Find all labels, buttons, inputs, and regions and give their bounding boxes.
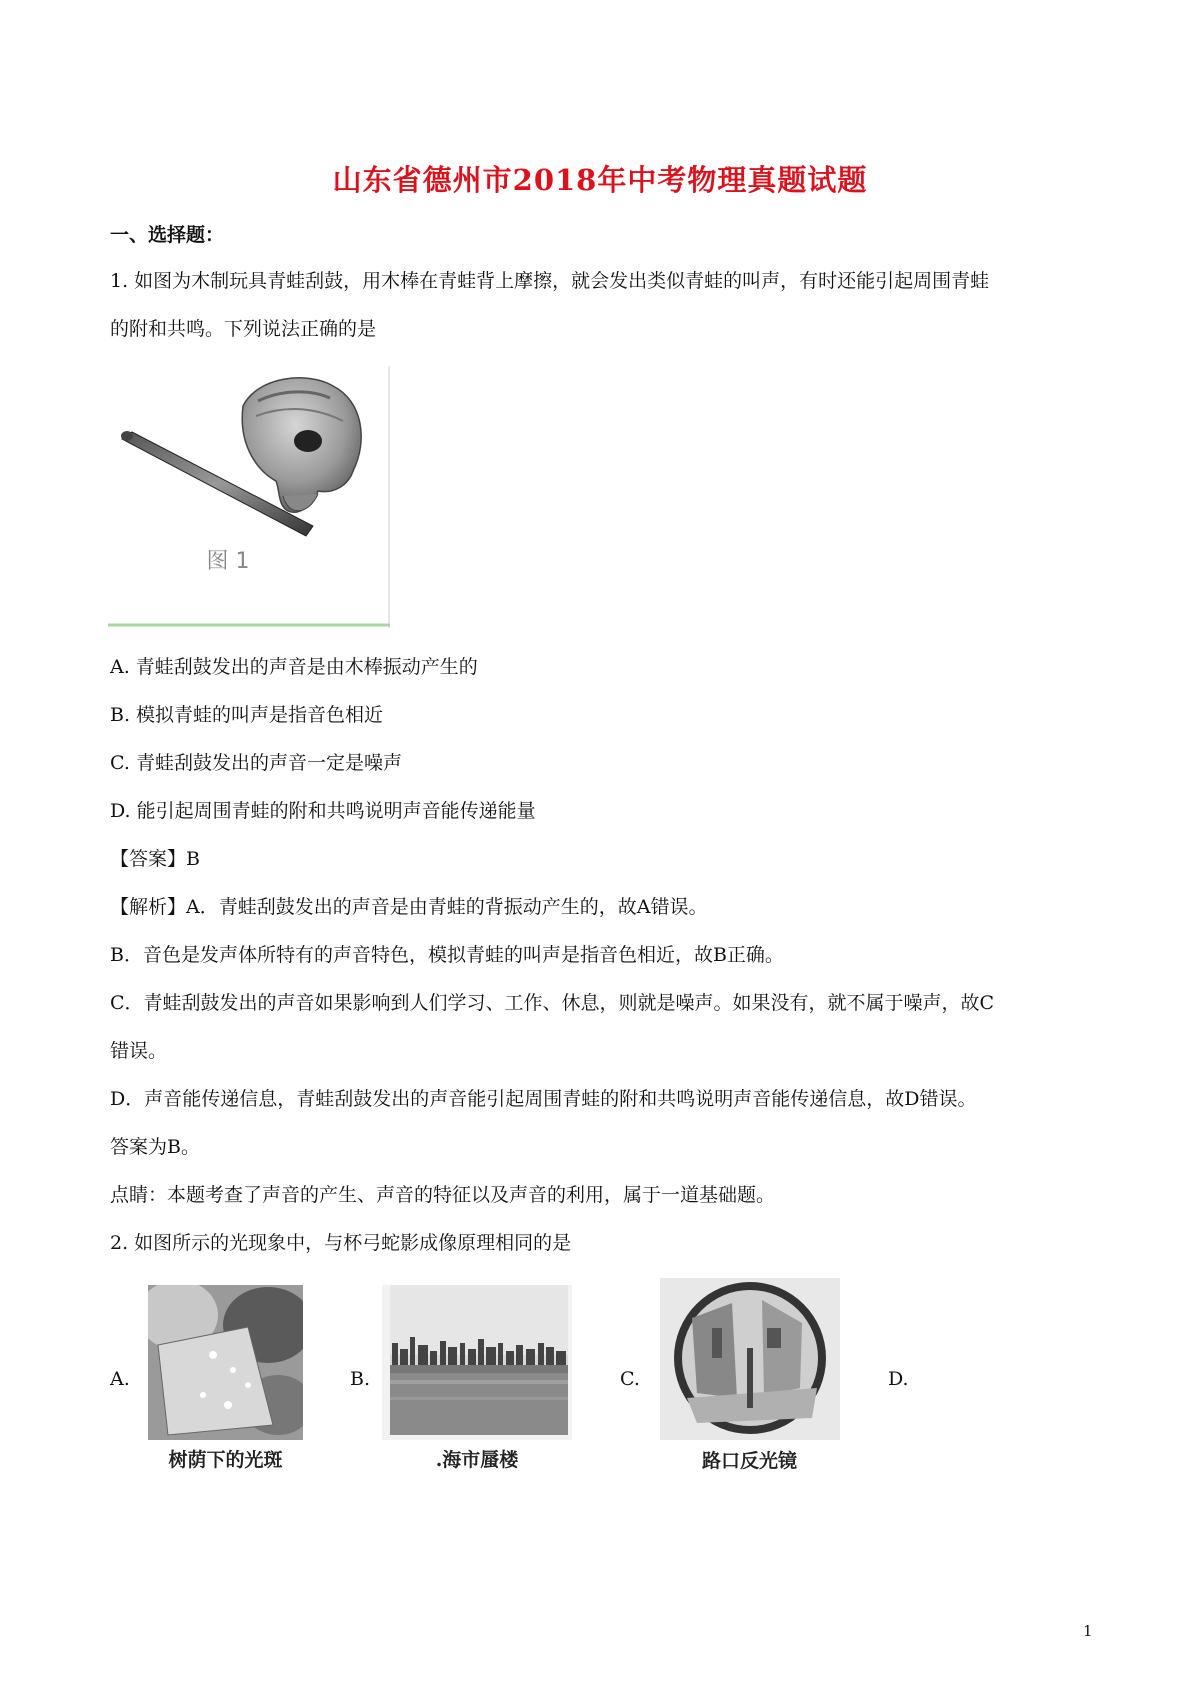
q2-option-c-figure [652, 1278, 847, 1478]
q2-option-c-caption: 路口反光镜 [701, 1450, 797, 1472]
q2-option-a-caption: 树荫下的光斑 [168, 1449, 283, 1471]
q1-analysis-line5: D．声音能传递信息，青蛙刮鼓发出的声音能引起周围青蛙的附和共鸣说明声音能传递信息，故D错误。 [110, 1088, 977, 1110]
q2-option-a-figure [148, 1285, 303, 1477]
q1-analysis-line1: 【解析】A．青蛙刮鼓发出的声音是由青蛙的背振动产生的，故A错误。 [110, 896, 708, 918]
q1-analysis-line2: B．音色是发声体所特有的声音特色，模拟青蛙的叫声是指音色相近，故B正确。 [110, 944, 784, 966]
mirage-image [382, 1285, 572, 1440]
q1-stem-line2: 的附和共鸣。下列说法正确的是 [110, 318, 377, 340]
q2-option-b-figure [382, 1285, 572, 1477]
q2-option-b-label: B. [350, 1368, 371, 1390]
q1-figure [108, 366, 390, 628]
q1-option-c: C. 青蛙刮鼓发出的声音一定是噪声 [110, 752, 402, 774]
q1-answer: 【答案】B [110, 848, 200, 870]
page-title: 山东省德州市2018年中考物理真题试题 [332, 163, 868, 197]
q1-analysis-line6: 答案为B。 [110, 1136, 200, 1158]
q1-analysis-line3: C．青蛙刮鼓发出的声音如果影响到人们学习、工作、休息，则就是噪声。如果没有，就不属于噪声，故C [110, 992, 995, 1014]
q2-stem: 2. 如图所示的光现象中，与杯弓蛇影成像原理相同的是 [110, 1232, 572, 1254]
q2-option-a-label: A. [110, 1368, 130, 1390]
frog-guiro-image [108, 366, 390, 628]
q1-option-b: B. 模拟青蛙的叫声是指音色相近 [110, 704, 384, 726]
q2-option-c-label: C. [620, 1368, 640, 1390]
section-heading: 一、选择题： [110, 224, 225, 246]
tree-shade-light-spots-image [148, 1285, 303, 1440]
q1-analysis-line4: 错误。 [110, 1040, 168, 1062]
convex-mirror-image [652, 1278, 847, 1440]
page-number: 1 [1083, 1622, 1093, 1640]
q1-stem-line1: 1. 如图为木制玩具青蛙刮鼓，用木棒在青蛙背上摩擦，就会发出类似青蛙的叫声，有时还能引起周围青蛙 [110, 270, 990, 292]
figure-caption: 图 1 [206, 549, 250, 574]
q1-option-a: A. 青蛙刮鼓发出的声音是由木棒振动产生的 [110, 656, 478, 678]
q1-analysis-line7: 点睛：本题考查了声音的产生、声音的特征以及声音的利用，属于一道基础题。 [110, 1184, 776, 1206]
q2-option-b-caption: .海市蜃楼 [435, 1449, 519, 1471]
q1-option-d: D. 能引起周围青蛙的附和共鸣说明声音能传递能量 [110, 800, 536, 822]
q2-option-d-label: D. [888, 1368, 909, 1390]
